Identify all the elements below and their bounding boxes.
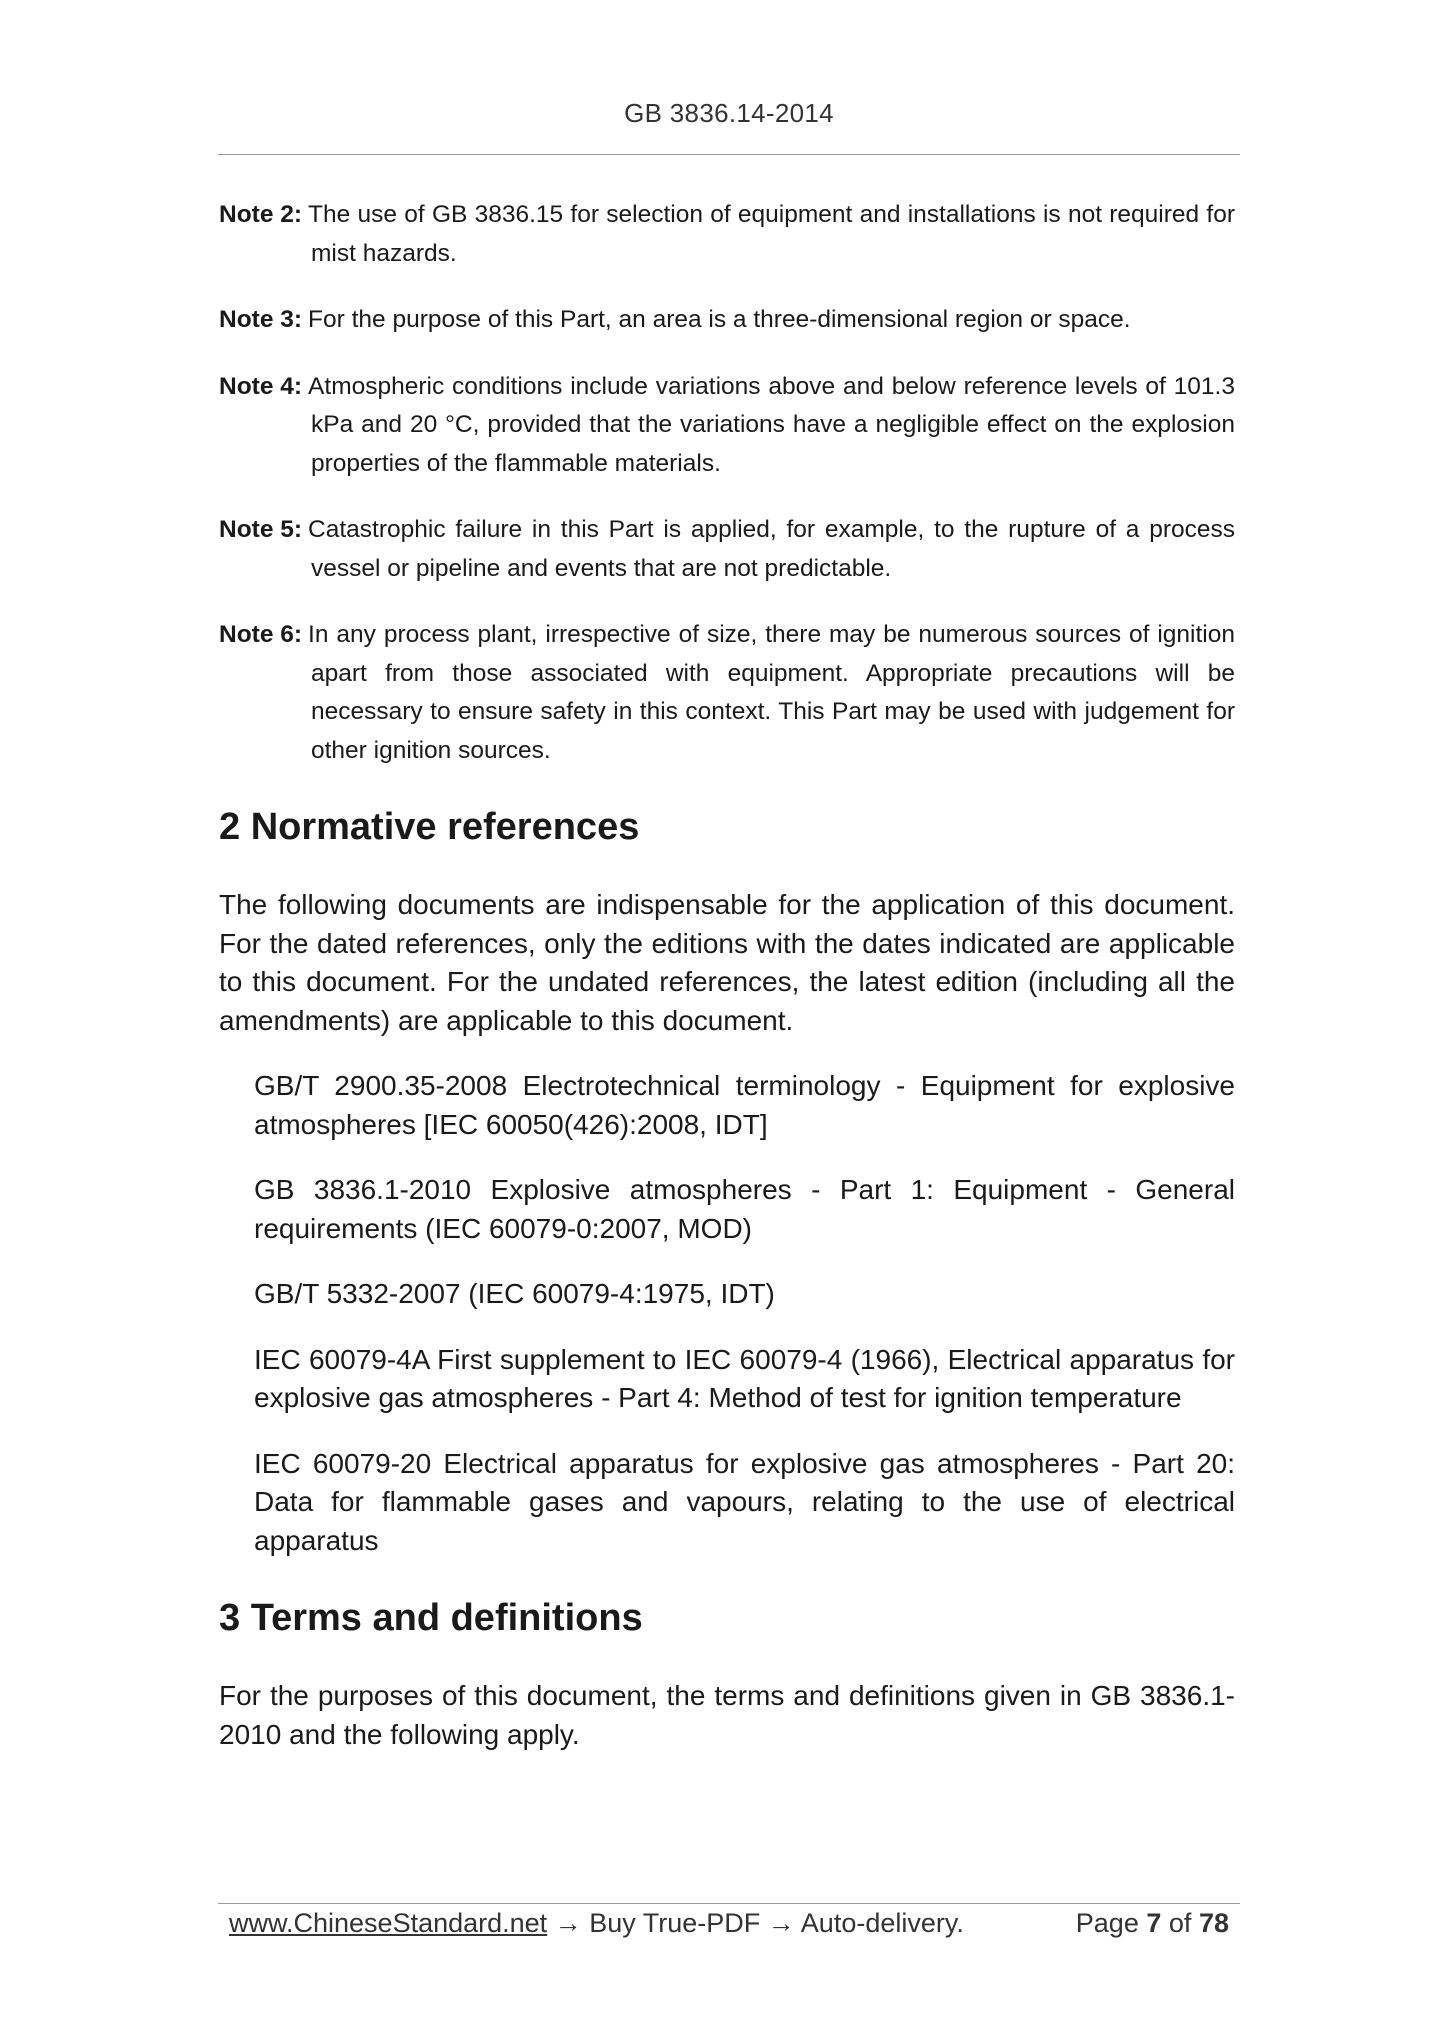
buy-text: Buy True-PDF <box>589 1908 761 1938</box>
document-id: GB 3836.14-2014 <box>624 98 834 128</box>
note-text: In any process plant, irrespective of size, there may be numerous sources of ignition apart from those associated with equipment. Appropriate precautions will be necessary to ensure safety in this context. This Part may be used with judgement for other ignition sources. <box>308 621 1235 764</box>
reference-item: GB/T 2900.35-2008 Electrotechnical terminology - Equipment for explosive atmospheres [IEC 60050(426):2008, IDT] <box>254 1070 1235 1140</box>
note-4 <box>219 368 1235 484</box>
page-word: Page <box>1075 1908 1139 1938</box>
note-text: Atmospheric conditions include variations above and below reference levels of 101.3 kPa and 20 °C, provided that the variations have a negligible effect on the explosion properties of the flammable materials. <box>308 372 1235 477</box>
note-label: Note 6: <box>219 621 303 648</box>
page-of: of <box>1168 1908 1192 1938</box>
note-text: Catastrophic failure in this Part is applied, for example, to the rupture of a process vessel or pipeline and events that are not predictable. <box>308 516 1235 582</box>
page-footer <box>229 1908 1229 1948</box>
note-5 <box>219 511 1235 588</box>
arrow-right-icon: → <box>767 1908 795 1938</box>
header-divider <box>218 154 1240 155</box>
section-3-heading: 3 Terms and definitions <box>219 1597 643 1639</box>
section-2-intro: The following documents are indispensable for the application of this document. For the dated references, only the editions with the dates indicated are applicable to this document. For the undated references, the latest edition (including all the amendments) are applicable to this document. <box>219 889 1235 1036</box>
note-2 <box>219 196 1235 273</box>
note-label: Note 3: <box>219 306 303 333</box>
note-label: Note 4: <box>219 372 303 400</box>
note-label: Note 5: <box>219 516 303 543</box>
page-current: 7 <box>1146 1908 1162 1938</box>
reference-item: GB/T 5332-2007 (IEC 60079-4:1975, IDT) <box>254 1278 775 1309</box>
footer-divider <box>218 1903 1240 1904</box>
note-text: The use of GB 3836.15 for selection of equipment and installations is not required for mist hazards. <box>308 201 1235 267</box>
arrow-right-icon: → <box>554 1908 582 1938</box>
page-number <box>1076 1908 1229 1939</box>
section-2-heading: 2 Normative references <box>219 806 640 848</box>
note-3 <box>219 301 1235 340</box>
note-6 <box>219 616 1235 770</box>
reference-item: GB 3836.1-2010 Explosive atmospheres - Part 1: Equipment - General requirements (IEC 60079-0:2007, MOD) <box>254 1174 1235 1244</box>
reference-item: IEC 60079-20 Electrical apparatus for explosive gas atmospheres - Part 20: Data for flammable gases and vapours, relating to the use of electrical apparatus <box>254 1447 1235 1556</box>
note-label: Note 2: <box>219 201 303 228</box>
reference-item: IEC 60079-4A First supplement to IEC 60079-4 (1966), Electrical apparatus for explosive gas atmospheres - Part 4: Method of test for ignition temperature <box>254 1343 1235 1413</box>
reference-list <box>219 1067 1235 1560</box>
note-text: For the purpose of this Part, an area is a three-dimensional region or space. <box>308 306 1131 333</box>
page-content <box>219 196 1235 1754</box>
page-header <box>218 98 1240 154</box>
site-link[interactable]: www.ChineseStandard.net <box>229 1908 548 1938</box>
page-total: 78 <box>1198 1908 1229 1938</box>
section-3-intro: For the purposes of this document, the terms and definitions given in GB 3836.1-2010 and the following apply. <box>219 1680 1235 1750</box>
delivery-text: Auto-delivery. <box>800 1908 964 1938</box>
